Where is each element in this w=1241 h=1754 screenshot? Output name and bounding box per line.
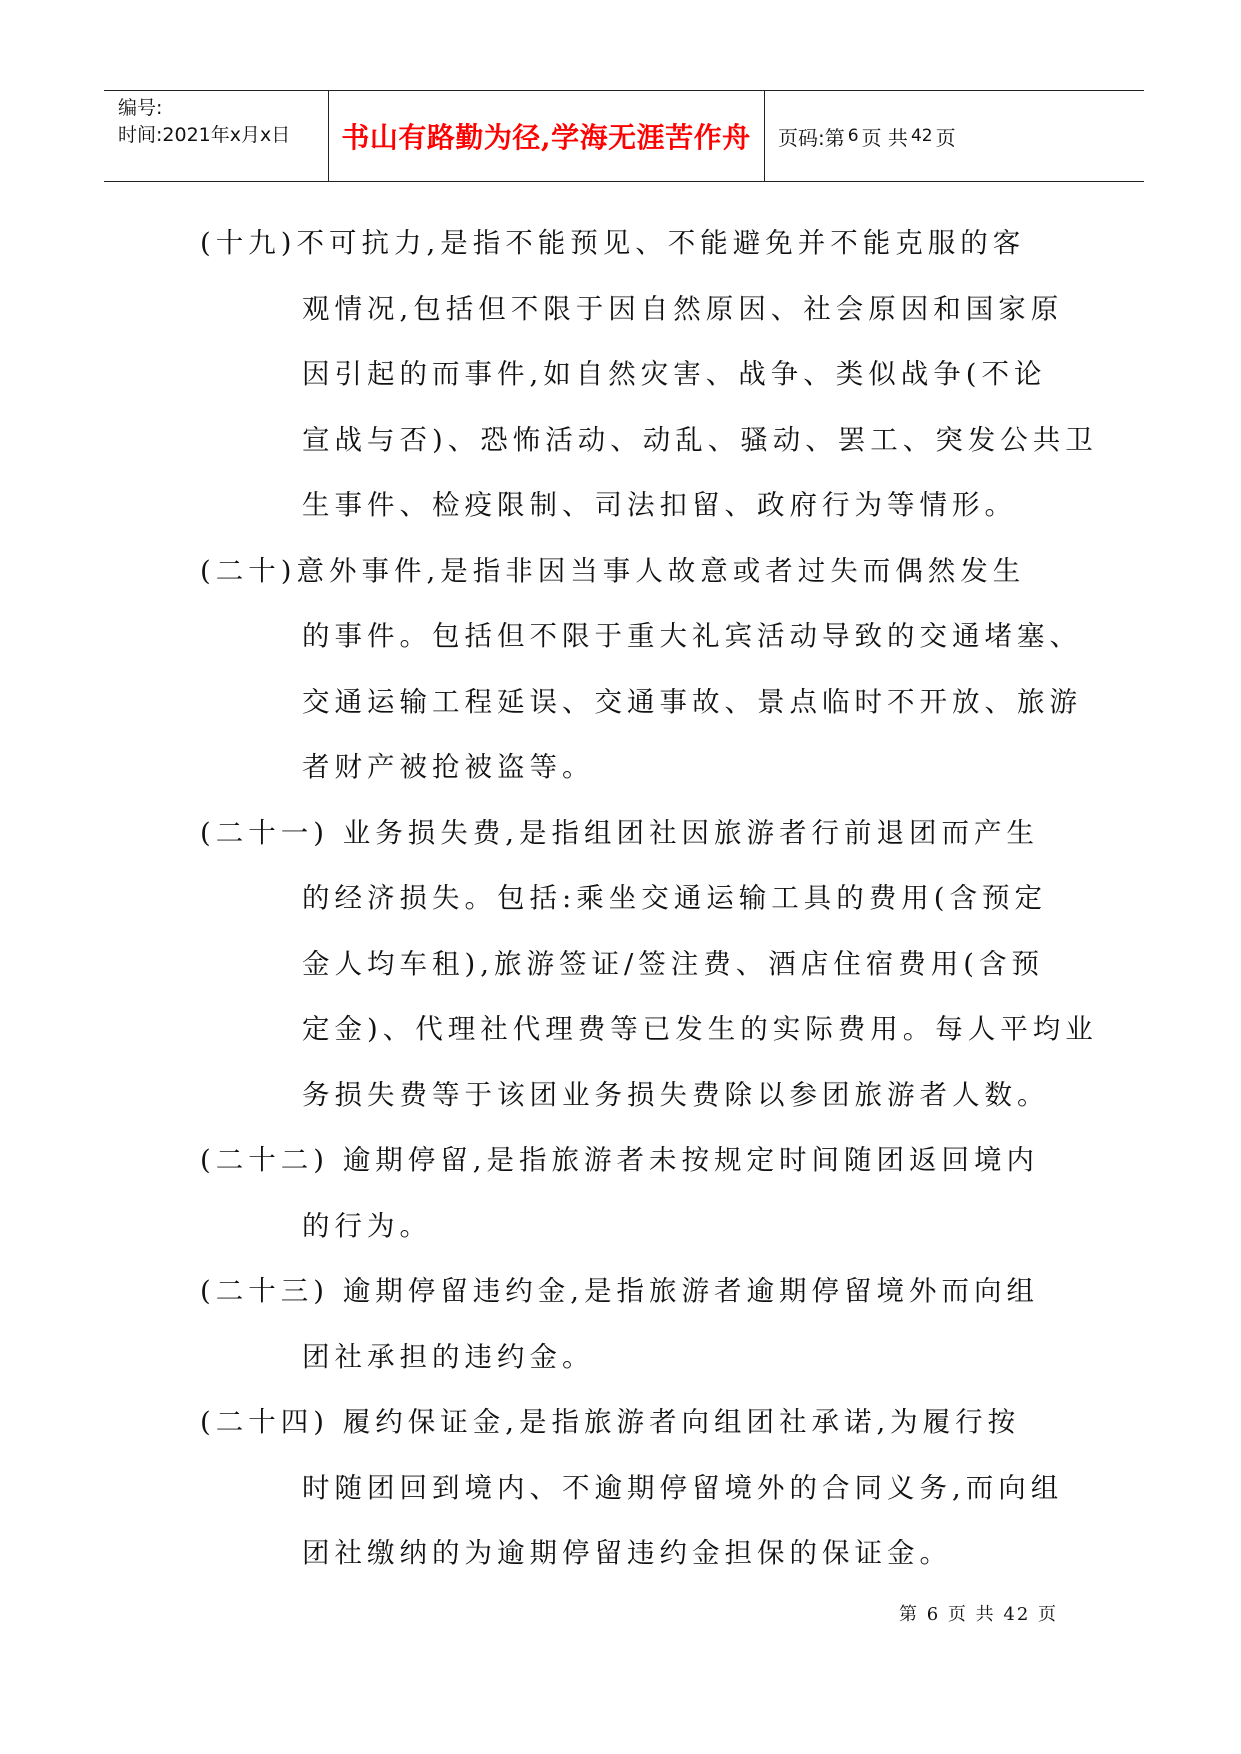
clause-line: 金人均车租),旅游签证/签注费、酒店住宿费用(含预 xyxy=(302,947,1044,980)
document-body xyxy=(0,211,1241,1587)
clause-line: 生事件、检疫限制、司法扣留、政府行为等情形。 xyxy=(302,489,1017,521)
clause-line: 团社承担的违约金。 xyxy=(302,1340,595,1373)
clause-line: (二十二) 逾期停留,是指旅游者未按规定时间随团返回境内 xyxy=(200,1144,1039,1176)
clause-line: 宣战与否)、恐怖活动、动乱、骚动、罢工、突发公共卫 xyxy=(302,423,1098,456)
page-total: 42 xyxy=(910,126,933,146)
clause-20 xyxy=(200,539,1082,801)
clause-line: 时随团回到境内、不逾期停留境外的合同义务,而向组 xyxy=(302,1471,1064,1504)
clause-line: 定金)、代理社代理费等已发生的实际费用。每人平均业 xyxy=(302,1013,1098,1045)
clause-19 xyxy=(200,211,1098,539)
clause-line: 的行为。 xyxy=(302,1209,432,1242)
clause-line: 观情况,包括但不限于因自然原因、社会原因和国家原 xyxy=(302,292,1064,325)
clause-line: 者财产被抢被盗等。 xyxy=(302,751,595,783)
clause-line: 交通运输工程延误、交通事故、景点临时不开放、旅游 xyxy=(302,685,1082,718)
clause-23 xyxy=(200,1259,1056,1390)
page-number: 6 xyxy=(847,126,859,146)
page-suffix: 页 xyxy=(935,125,956,150)
document-number-label: 编号: xyxy=(118,97,163,119)
clause-24 xyxy=(200,1390,1064,1587)
clause-line: 务损失费等于该团业务损失费除以参团旅游者人数。 xyxy=(302,1078,1050,1111)
clause-line: 因引起的而事件,如自然灾害、战争、类似战争(不论 xyxy=(302,358,1047,390)
clause-line: 的经济损失。包括:乘坐交通运输工具的费用(含预定 xyxy=(302,882,1047,914)
clause-line: (二十一) 业务损失费,是指组团社因旅游者行前退团而产生 xyxy=(200,816,1039,849)
clause-line: (十九)不可抗力,是指不能预见、不能避免并不能克服的客 xyxy=(200,227,1026,259)
document-time: 时间:2021年x月x日 xyxy=(118,124,291,146)
clause-line: (二十四) 履约保证金,是指旅游者向组团社承诺,为履行按 xyxy=(200,1406,1021,1438)
page-prefix: 页码:第 xyxy=(778,125,845,150)
page-footer: 第 6 页 共 42 页 xyxy=(899,1604,1058,1625)
clause-line: 的事件。包括但不限于重大礼宾活动导致的交通堵塞、 xyxy=(302,620,1082,652)
clause-line: 团社缴纳的为逾期停留违约金担保的保证金。 xyxy=(302,1537,952,1569)
document-header xyxy=(104,90,1144,182)
header-page-info xyxy=(764,91,1144,181)
clause-line: (二十三) 逾期停留违约金,是指旅游者逾期停留境外而向组 xyxy=(200,1275,1039,1307)
clause-22 xyxy=(200,1128,1056,1259)
clause-21 xyxy=(200,801,1098,1129)
header-motto: 书山有路勤为径,学海无涯苦作舟 xyxy=(341,121,751,154)
page-mid: 页 共 xyxy=(861,125,908,150)
clause-line: (二十)意外事件,是指非因当事人故意或者过失而偶然发生 xyxy=(200,554,1026,587)
